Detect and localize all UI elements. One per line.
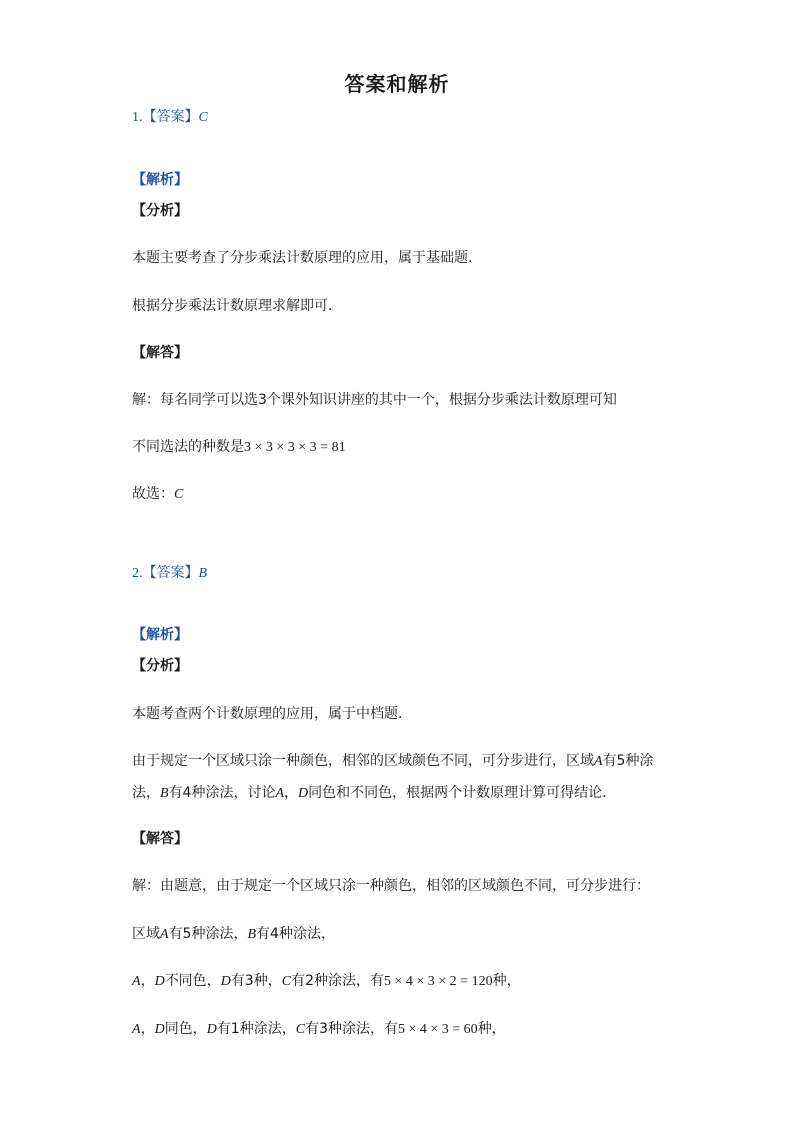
q2-fenxi-text-1: 本题考查两个计数原理的应用，属于中档题．	[132, 706, 412, 722]
q2-fenxi-var-b: B	[160, 786, 169, 801]
q1-jieda-heading: 【解答】	[132, 345, 188, 361]
q2-fenxi-text-3-part: ，	[284, 785, 299, 801]
q2-fenxi-text-3-part: 法，	[132, 785, 160, 801]
q2-jieda-text-3-part: 有2种涂法，有	[291, 973, 384, 989]
q2-jieda-var-d: D	[154, 974, 165, 989]
q2-jieda-text-3-part: 不同色，	[164, 973, 221, 989]
q1-number: 1.	[132, 110, 143, 125]
q2-jieda-formula-2: 5 × 4 × 3 = 60	[398, 1022, 478, 1037]
q2-jieda-text-3-part: 种，	[492, 973, 521, 989]
q1-guxuan-line	[132, 485, 183, 504]
q2-jieda-var-d: D	[220, 974, 231, 989]
q1-jieda-text-2-words: 不同选法的种数是	[132, 439, 244, 455]
q2-jieda-var-d: D	[206, 1022, 217, 1037]
q2-jieda-text-4-part: 有3种涂法，有	[305, 1021, 398, 1037]
q2-fenxi-heading: 【分析】	[132, 658, 188, 674]
q2-jieda-text-2-part: 区域	[132, 926, 160, 942]
q2-fenxi-text-2-part: 有5种涂	[602, 753, 654, 769]
q2-jieda-var-c: C	[295, 1022, 306, 1037]
q1-jiexi-heading: 【解析】	[132, 172, 188, 188]
q1-answer-value: C	[198, 110, 208, 125]
q1-jieda-text-1: 解：每名同学可以选3个课外知识讲座的其中一个，根据分步乘法计数原理可知	[132, 392, 617, 408]
q1-jieda-formula: 3 × 3 × 3 × 3 = 81	[244, 440, 346, 455]
q2-jieda-var-b: B	[247, 927, 257, 942]
q2-fenxi-var-a: A	[594, 754, 603, 769]
q1-fenxi-heading: 【分析】	[132, 203, 188, 219]
q2-fenxi-text-3-part: 同色和不同色，根据两个计数原理计算可得结论．	[308, 785, 617, 801]
q2-jieda-text-4-part: ，	[140, 1021, 155, 1037]
q2-jieda-text-1: 解：由题意，由于规定一个区域只涂一种颜色，相邻的区域颜色不同，可分步进行：	[132, 878, 650, 894]
q2-fenxi-text-3-part: 有4种涂法，讨论	[168, 785, 276, 801]
q2-jieda-text-4-part: 同色，	[164, 1021, 207, 1037]
q2-jieda-var-c: C	[281, 974, 292, 989]
q2-fenxi-text-2	[132, 752, 653, 771]
q2-fenxi-text-2-part: 由于规定一个区域只涂一种颜色，相邻的区域颜色不同，可分步进行，区域	[132, 753, 594, 769]
q2-jieda-var-a: A	[160, 927, 169, 942]
q1-answer-tag: 【答案】	[142, 109, 199, 125]
q1-fenxi-text-2: 根据分步乘法计数原理求解即可．	[132, 298, 342, 314]
q1-answer-line	[132, 108, 208, 127]
q2-answer-value: B	[198, 566, 208, 581]
q2-jieda-text-4-part: 种，	[477, 1021, 506, 1037]
q2-jieda-text-4	[132, 1020, 506, 1039]
page-title: 答案和解析	[344, 72, 450, 96]
q2-jiexi-heading: 【解析】	[132, 627, 188, 643]
q2-jieda-text-3-part: 有3种，	[230, 973, 282, 989]
q1-guxuan-label: 故选：	[132, 486, 174, 502]
q2-answer-line	[132, 564, 207, 583]
q2-jieda-text-2-part: 有5种涂法，	[168, 926, 248, 942]
q2-jieda-text-4-part: 有1种涂法，	[216, 1021, 296, 1037]
q1-fenxi-text-1: 本题主要考查了分步乘法计数原理的应用，属于基础题．	[132, 250, 482, 266]
q2-answer-tag: 【答案】	[142, 565, 199, 581]
q1-jieda-text-2	[132, 438, 346, 457]
q2-jieda-heading: 【解答】	[132, 831, 188, 847]
q2-fenxi-var-d: D	[298, 786, 309, 801]
q2-jieda-var-d: D	[154, 1022, 165, 1037]
q2-jieda-text-3-part: ，	[140, 973, 155, 989]
q2-jieda-text-3	[132, 972, 521, 991]
q2-fenxi-text-3	[132, 784, 616, 803]
q2-jieda-var-a: A	[132, 974, 141, 989]
q2-jieda-text-2-part: 有4种涂法，	[256, 926, 335, 942]
q1-guxuan-value: C	[174, 487, 184, 502]
q2-jieda-formula-1: 5 × 4 × 3 × 2 = 120	[384, 974, 493, 989]
q2-jieda-var-a: A	[132, 1022, 141, 1037]
q2-number: 2.	[132, 566, 143, 581]
q2-fenxi-var-a: A	[275, 786, 285, 801]
q2-jieda-text-2	[132, 925, 335, 944]
